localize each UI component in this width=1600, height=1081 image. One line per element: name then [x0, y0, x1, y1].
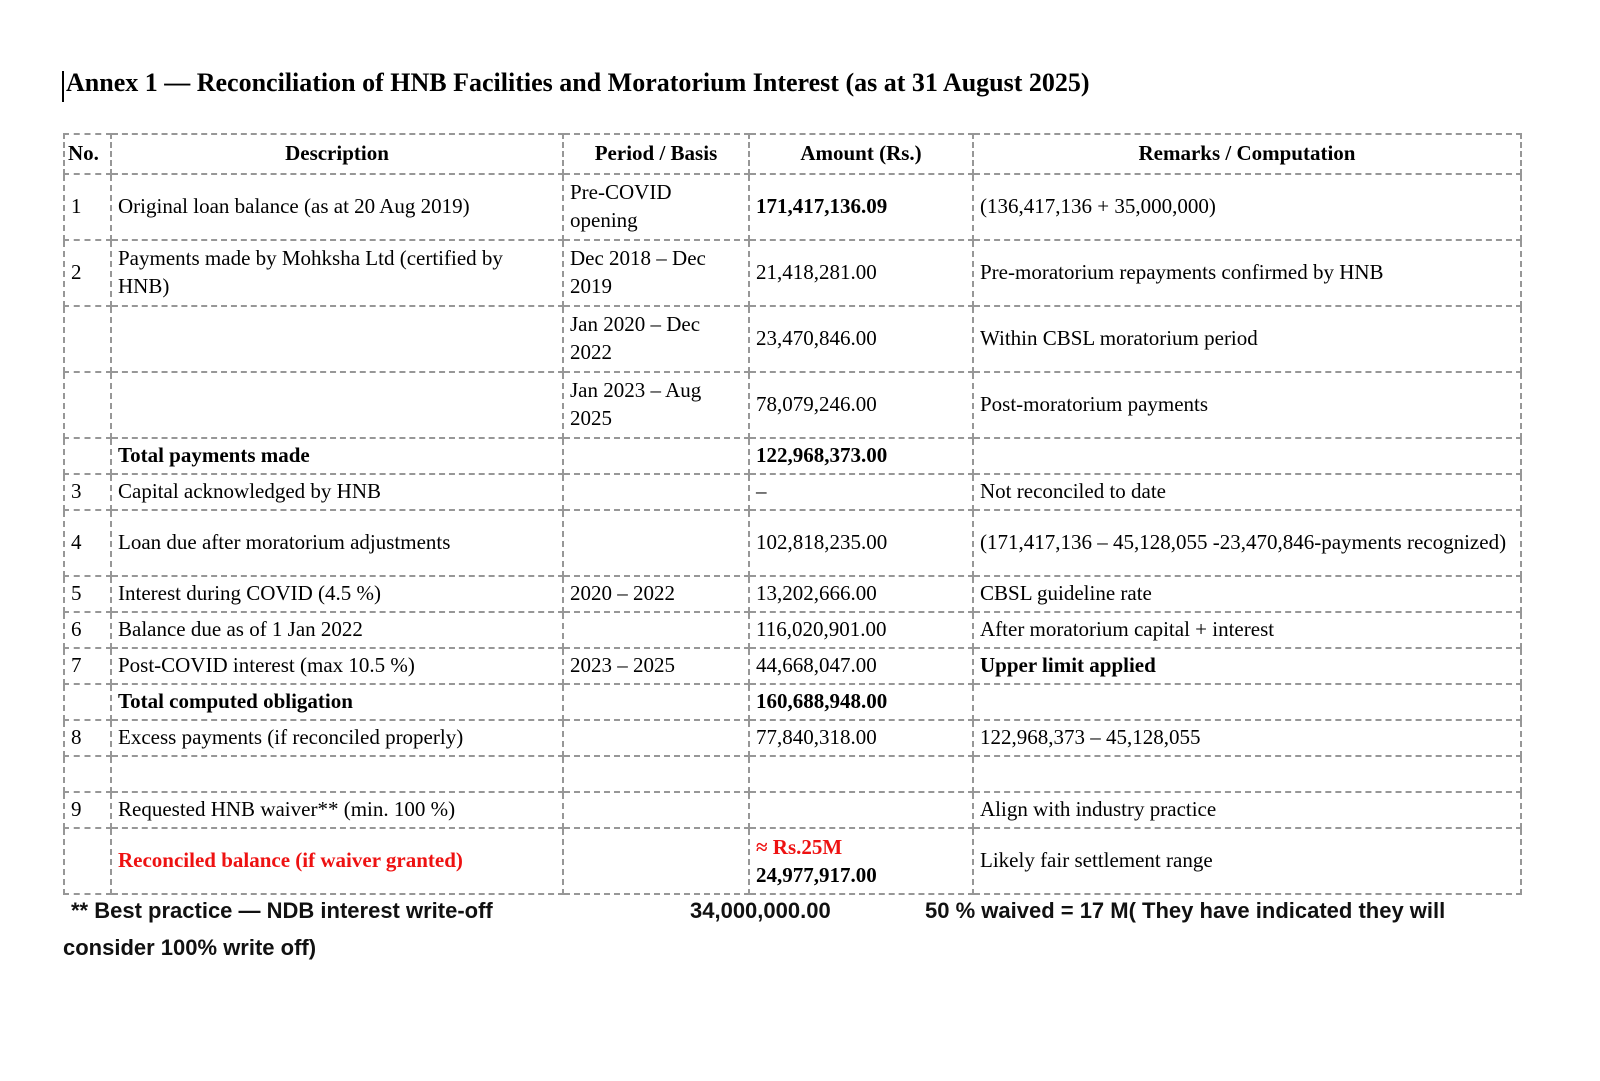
table-row [64, 306, 1521, 372]
cell-description [111, 372, 563, 438]
cell-period [563, 510, 749, 576]
cell-period [563, 792, 749, 828]
cell-no [64, 828, 111, 894]
header-remarks: Remarks / Computation [973, 134, 1521, 174]
cell-description: Requested HNB waiver** (min. 100 %) [111, 792, 563, 828]
table-row [64, 372, 1521, 438]
cell-no: 3 [64, 474, 111, 510]
cell-no [64, 372, 111, 438]
amount-approx: ≈ Rs.25M [756, 834, 843, 859]
table-row-blank [64, 756, 1521, 792]
cell-description: Interest during COVID (4.5 %) [111, 576, 563, 612]
table-row [64, 474, 1521, 510]
cell-description [111, 306, 563, 372]
cell-no: 5 [64, 576, 111, 612]
table-row [64, 612, 1521, 648]
cell-no: 7 [64, 648, 111, 684]
cell-remarks: Upper limit applied [973, 648, 1521, 684]
cell-period [563, 438, 749, 474]
cell-remarks [973, 684, 1521, 720]
cell-description: Capital acknowledged by HNB [111, 474, 563, 510]
cell-description: Balance due as of 1 Jan 2022 [111, 612, 563, 648]
reconciliation-table [63, 133, 1522, 895]
cell-description: Payments made by Mohksha Ltd (certified by HNB) [111, 240, 563, 306]
cell-no [64, 756, 111, 792]
table-row [64, 438, 1521, 474]
header-no: No. [64, 134, 111, 174]
cell-amount: 21,418,281.00 [749, 240, 973, 306]
table-row [64, 576, 1521, 612]
cell-no: 6 [64, 612, 111, 648]
cell-description: Original loan balance (as at 20 Aug 2019) [111, 174, 563, 240]
cell-no: 8 [64, 720, 111, 756]
cell-no: 9 [64, 792, 111, 828]
cell-amount: 102,818,235.00 [749, 510, 973, 576]
header-amount: Amount (Rs.) [749, 134, 973, 174]
footnote-label: ** Best practice — NDB interest write-off [71, 898, 493, 923]
cell-period [563, 720, 749, 756]
cell-remarks: Align with industry practice [973, 792, 1521, 828]
footnote-line1 [63, 898, 1543, 935]
cell-remarks [973, 756, 1521, 792]
cell-period: Jan 2023 – Aug 2025 [563, 372, 749, 438]
text-cursor [62, 71, 64, 102]
cell-description: Post-COVID interest (max 10.5 %) [111, 648, 563, 684]
cell-remarks: (136,417,136 + 35,000,000) [973, 174, 1521, 240]
table-row [64, 720, 1521, 756]
cell-period: Jan 2020 – Dec 2022 [563, 306, 749, 372]
cell-remarks: Post-moratorium payments [973, 372, 1521, 438]
cell-amount: 23,470,846.00 [749, 306, 973, 372]
cell-amount: 171,417,136.09 [749, 174, 973, 240]
cell-period: 2023 – 2025 [563, 648, 749, 684]
cell-amount [749, 756, 973, 792]
cell-remarks: 122,968,373 – 45,128,055 [973, 720, 1521, 756]
cell-period [563, 474, 749, 510]
cell-no: 4 [64, 510, 111, 576]
cell-period [563, 828, 749, 894]
page-title: Annex 1 — Reconciliation of HNB Facilities and Moratorium Interest (as at 31 August 2025) [66, 68, 1090, 97]
cell-remarks: Likely fair settlement range [973, 828, 1521, 894]
cell-remarks: After moratorium capital + interest [973, 612, 1521, 648]
cell-remarks: (171,417,136 – 45,128,055 -23,470,846-payments recognized) [973, 510, 1521, 576]
cell-remarks: Pre-moratorium repayments confirmed by HNB [973, 240, 1521, 306]
table-header-row [64, 134, 1521, 174]
cell-description: Reconciled balance (if waiver granted) [111, 828, 563, 894]
cell-amount: 77,840,318.00 [749, 720, 973, 756]
cell-remarks: CBSL guideline rate [973, 576, 1521, 612]
cell-remarks: Not reconciled to date [973, 474, 1521, 510]
table-row [64, 684, 1521, 720]
cell-amount: 122,968,373.00 [749, 438, 973, 474]
cell-period [563, 612, 749, 648]
cell-amount: 44,668,047.00 [749, 648, 973, 684]
header-description: Description [111, 134, 563, 174]
table-row [64, 648, 1521, 684]
cell-no [64, 438, 111, 474]
table-row [64, 240, 1521, 306]
cell-amount: – [749, 474, 973, 510]
footnote-amount: 34,000,000.00 [690, 898, 831, 923]
cell-no [64, 306, 111, 372]
cell-period: Dec 2018 – Dec 2019 [563, 240, 749, 306]
cell-description: Loan due after moratorium adjustments [111, 510, 563, 576]
cell-period [563, 684, 749, 720]
footnote-line2: consider 100% write off) [63, 935, 317, 960]
table-row [64, 828, 1521, 894]
table-row [64, 510, 1521, 576]
cell-description: Total payments made [111, 438, 563, 474]
cell-description: Total computed obligation [111, 684, 563, 720]
table-row [64, 174, 1521, 240]
cell-no: 2 [64, 240, 111, 306]
footnote-waiver: 50 % waived = 17 M( They have indicated they will [925, 898, 1446, 923]
cell-description: Excess payments (if reconciled properly) [111, 720, 563, 756]
cell-amount: 78,079,246.00 [749, 372, 973, 438]
cell-remarks [973, 438, 1521, 474]
cell-amount [749, 792, 973, 828]
cell-amount: 13,202,666.00 [749, 576, 973, 612]
cell-no: 1 [64, 174, 111, 240]
cell-period: Pre-COVID opening [563, 174, 749, 240]
cell-amount [749, 828, 973, 894]
header-period: Period / Basis [563, 134, 749, 174]
cell-remarks: Within CBSL moratorium period [973, 306, 1521, 372]
cell-amount: 116,020,901.00 [749, 612, 973, 648]
cell-no [64, 684, 111, 720]
cell-period [563, 756, 749, 792]
cell-period: 2020 – 2022 [563, 576, 749, 612]
amount-exact: 24,977,917.00 [756, 863, 877, 887]
cell-amount: 160,688,948.00 [749, 684, 973, 720]
table-row [64, 792, 1521, 828]
cell-description [111, 756, 563, 792]
footnote [63, 898, 1543, 988]
